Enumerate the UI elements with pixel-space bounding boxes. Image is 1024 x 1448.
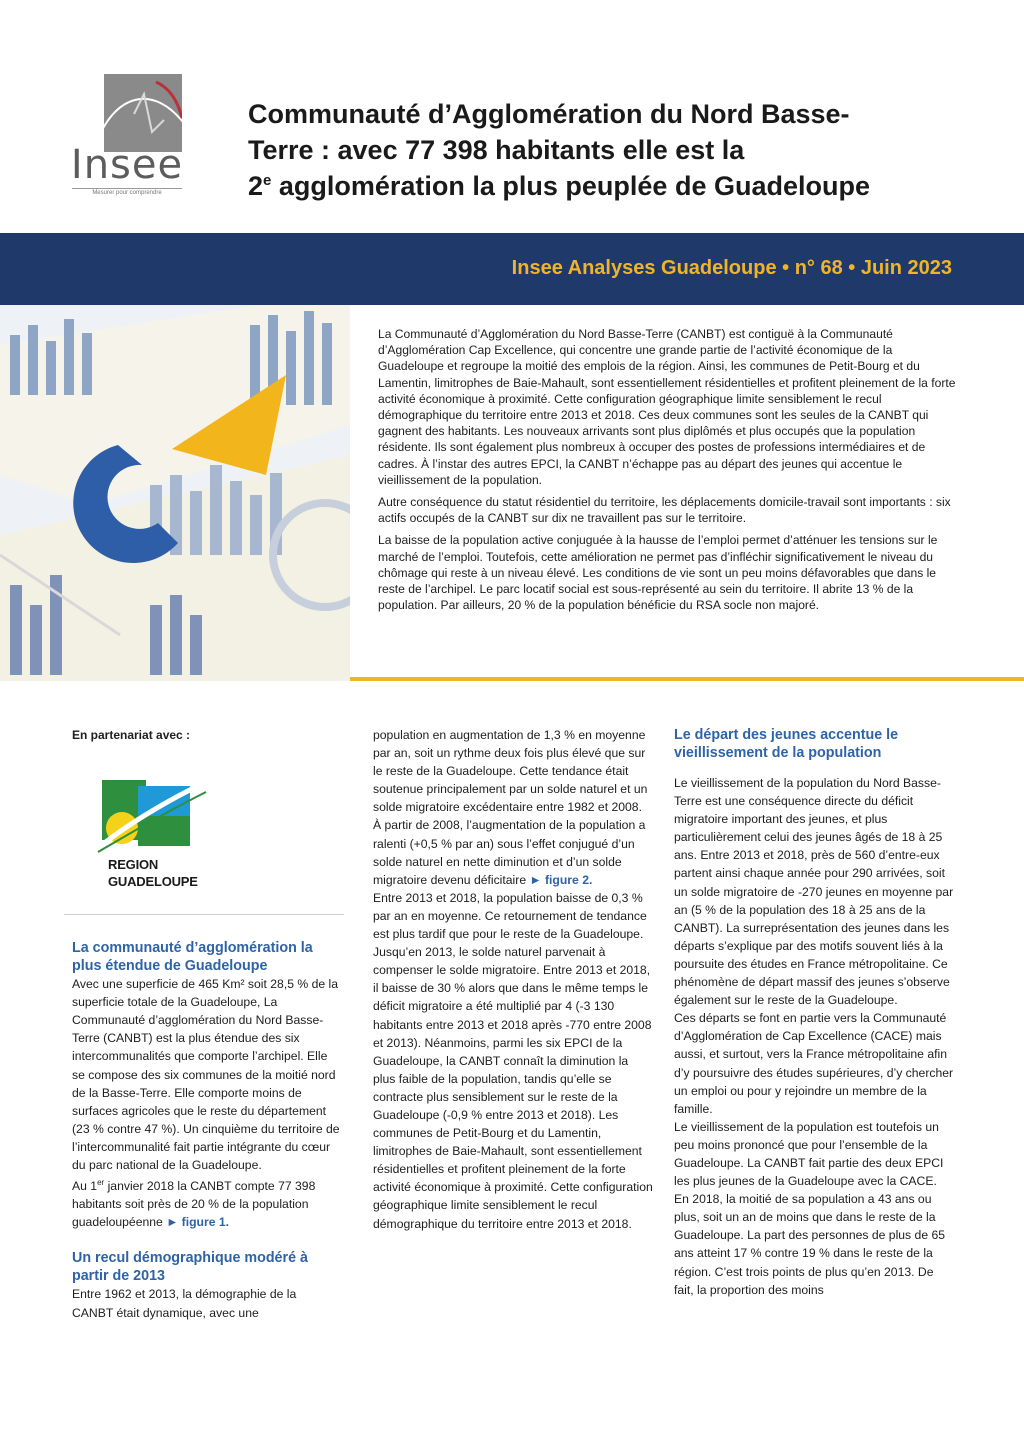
section-heading: La communauté d’agglomération la plus étendue de Guadeloupe: [72, 940, 313, 975]
region-guadeloupe-logo: [78, 770, 208, 900]
section-heading: Un recul démographique modéré à partir de 2013: [72, 1250, 308, 1285]
title-line-1: Communauté d’Agglomération du Nord Basse-: [248, 99, 850, 129]
summary-divider: [350, 677, 1024, 681]
summary-paragraph: La Communauté d’Agglomération du Nord Basse-Terre (CANBT) est contiguë à la Communauté d’Agglomération Cap Excellence, qui concentre une grande partie de l’activité économique de la Guadeloupe et regroupe la moitié des emplois de la région. Ainsi, les communes de Petit-Bourg et du Lamentin, limitrophes de Baie-Mahault, sont essentiellement résidentielles et profitent pleinement de la forte activité économique à proximité. Cette configuration géographique limite sensiblement le recul démographique du territoire entre 2013 et 2018. Ces deux communes sont les seules de la CANBT qui gagnent des habitants. Les nouveaux arrivants sont plus diplômés et plus occupés que la population résidente. Ils sont également plus nombreux à occuper des postes de professions intermédiaires et de cadres. À l’instar des autres EPCI, la CANBT n’échappe pas au départ des jeunes qui accentue le vieillissement de la population.: [378, 327, 956, 487]
series-label: Insee Analyses Guadeloupe • n° 68 • Juin 2023: [511, 257, 952, 279]
column-divider: [64, 914, 344, 915]
partner-label: En partenariat avec :: [72, 728, 191, 742]
body-paragraph: Le vieillissement de la population est toutefois un peu moins prononcé que pour l’ensemble de la Guadeloupe. La CANBT fait partie des deux EPCI les plus jeunes de la Guadeloupe avec la CACE. En 2018, la moitié de sa population a 43 ans ou plus, soit un an de moins que dans le reste de la Guadeloupe. La part des personnes de plus de 65 ans atteint 17 % contre 19 % dans le reste de la région. C’est trois points de plus qu’en 2013. De fait, la proportion des moins: [674, 1119, 946, 1297]
body-paragraph: Le vieillissement de la population du Nord Basse-Terre est une conséquence directe du déficit migratoire important des jeunes, et plus particulièrement celui des jeunes âgés de 18 à 25 ans. Entre 2013 et 2018, près de 560 d’entre-eux partent ainsi chaque année pour 290 arrivées, soit un solde migratoire de -270 jeunes en moyenne par an (5 % de la population des 18 à 25 ans de la CANBT). La surreprésentation des jeunes dans les départs s’explique par des motifs souvent liés à la poursuite des études en France métropolitaine. Ce phénomène de départ massif des jeunes s’observe également sur le reste de la Guadeloupe.: [674, 776, 954, 1008]
insee-logo: [68, 70, 186, 200]
summary-block: [378, 326, 958, 619]
body-paragraph: Avec une superficie de 465 Km² soit 28,5 % de la superficie totale de la Guadeloupe, La Communauté d’agglomération du Nord Basse-Terre (CANBT) est la plus étendue des six intercommunalités que comporte l’archipel. Elle se compose des six communes de la moitié nord de la Basse-Terre. Elle comporte moins de surfaces agricoles que le reste du département (23 % contre 47 %). Un cinquième du territoire de l’intercommunalité fait partie intégrante du cœur du parc national de la Guadeloupe.: [72, 977, 340, 1173]
body-paragraph: Entre 1962 et 2013, la démographie de la CANBT était dynamique, avec une: [72, 1287, 297, 1320]
insee-logo-wordmark: Insee: [70, 142, 184, 188]
body-paragraph: population en augmentation de 1,3 % en moyenne par an, soit un rythme deux fois plus élevé que sur le reste de la Guadeloupe. Cette tendance était soutenue principalement par un solde naturel et un solde migratoire excédentaire entre 1982 et 2008. À partir de 2008, l’augmentation de la population a ralenti (+0,5 % par an) sous l’effet conjugué d’un solde naturel en nette diminution et d’un solde migratoire devenu déficitaire ► figure 2.: [373, 728, 648, 887]
title-line-3: agglomération la plus peuplée de Guadeloupe: [271, 171, 870, 201]
figure-1-link[interactable]: ► figure 1.: [166, 1215, 230, 1230]
body-paragraph: Ces départs se font en partie vers la Communauté d’Agglomération de Cap Excellence (CACE) mais aussi, et surtout, vers la France métropolitaine afin d’y poursuivre des études supérieures, d’y chercher un emploi ou pour y rejoindre un membre de la famille.: [674, 1011, 954, 1116]
column-3: [674, 726, 954, 1299]
insee-logo-tagline: Mesurer pour comprendre: [72, 188, 182, 196]
title-line-3-ordinal: 2: [248, 171, 264, 201]
title-line-2: Terre : avec 77 398 habitants elle est la: [248, 135, 745, 165]
body-paragraph: Entre 2013 et 2018, la population baisse de 0,3 % par an en moyenne. Ce retournement de tendance est plus tardif que pour le reste de la Guadeloupe. Jusqu’en 2013, le solde naturel parvenait à compenser le solde migratoire. Entre 2013 et 2018, il baisse de 30 % alors que dans le même temps le déficit migratoire a été multiplié par 4 (-3 130 habitants entre 2013 et 2018 après -770 entre 2008 et 2013). Néanmoins, parmi les six EPCI de la Guadeloupe, la CANBT connaît la diminution la plus faible de la population, tandis qu’elle se contracte plus sensiblement sur le reste de la Guadeloupe (-0,9 % entre 2013 et 2018). Les communes de Petit-Bourg et du Lamentin, limitrophes de Baie-Mahault, sont essentiellement résidentielles et profitent pleinement de la forte activité économique à proximité. Cette configuration géographique limite sensiblement le recul démographique du territoire entre 2013 et 2018.: [373, 890, 653, 1231]
hero-illustration: [0, 305, 350, 681]
column-1: [72, 726, 340, 1322]
section-heading: Le départ des jeunes accentue le vieillissement de la population: [674, 727, 899, 761]
summary-paragraph: Autre conséquence du statut résidentiel du territoire, les déplacements domicile-travail sont importants : six actifs occupés de la CANBT sur dix ne travaillent pas sur le territoire.: [378, 495, 951, 526]
title-ordinal-suffix: e: [263, 172, 272, 189]
publication-band: [0, 233, 1024, 305]
figure-2-link[interactable]: ► figure 2.: [529, 872, 593, 887]
summary-paragraph: La baisse de la population active conjuguée à la hausse de l’emploi permet d’atténuer les tensions sur le marché de l’emploi. Toutefois, cette amélioration ne permet pas d’infléchir significativement le niveau du chômage qui reste à un niveau élevé. Les conditions de vie sont un peu moins défavorables que dans le reste de l’archipel. Le parc locatif social est sous-représenté au sein du territoire. Il abrite 13 % de la population. Par ailleurs, 20 % de la population bénéficie du RSA socle non majoré.: [378, 533, 938, 613]
page-title: [248, 96, 968, 204]
body-paragraph: Au 1er janvier 2018 la CANBT compte 77 398 habitants soit près de 20 % de la population guadeloupéenne ► figure 1.: [72, 1178, 316, 1230]
region-logo-text: REGION GUADELOUPE: [108, 857, 198, 890]
insee-logo-mark-icon: [104, 74, 182, 152]
column-2: [373, 726, 653, 1233]
